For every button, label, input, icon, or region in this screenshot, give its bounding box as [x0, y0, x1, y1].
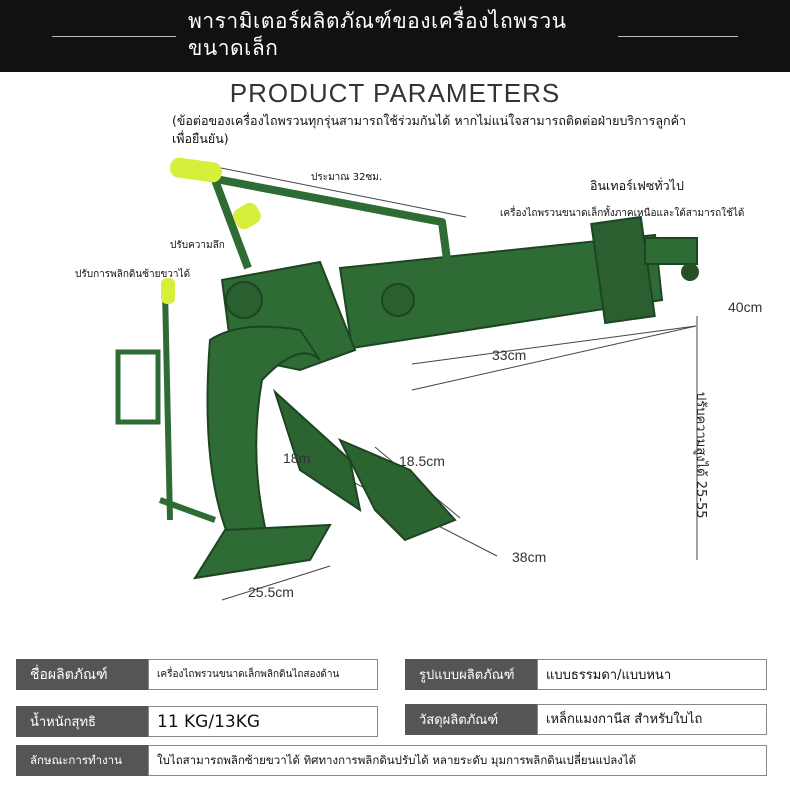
spec-value-weight: 11 KG/13KG — [148, 706, 378, 737]
height-adjust-label: ปรับความสูงได้ 25-55 — [693, 392, 708, 519]
measurement-25-5cm: 25.5cm — [248, 584, 294, 600]
compatibility-note: (ข้อต่อของเครื่องไถพรวนทุกรุ่นสามารถใช้ร่วมกันได้ หากไม่แน่ใจสามารถติดต่อฝ่ายบริการลูกค้าเพื่อยืนยัน) — [172, 113, 687, 146]
spec-value-material: เหล็กแมงกานีส สำหรับใบไถ — [537, 704, 767, 735]
section-title: PRODUCT PARAMETERS — [229, 78, 561, 108]
approx-length-label: ประมาณ 32ซม. — [311, 172, 383, 183]
measurement-40cm: 40cm — [728, 299, 763, 315]
measurement-38cm: 38cm — [512, 549, 547, 565]
spec-value-product-name: เครื่องไถพรวนขนาดเล็กพลิกดินไถสองด้าน — [148, 659, 378, 690]
flip-adjust-label: ปรับการพลิกดินซ้ายขวาได้ — [75, 269, 191, 280]
spec-value-model: แบบธรรมดา/แบบหนา — [537, 659, 767, 690]
handle-grip — [169, 156, 223, 183]
spec-label-material: วัสดุผลิตภัณฑ์ — [405, 704, 537, 735]
spec-label-function: ลักษณะการทำงาน — [16, 745, 148, 776]
spec-label-model: รูปแบบผลิตภัณฑ์ — [405, 659, 537, 690]
universal-interface-label: อินเทอร์เฟซทั่วไป — [590, 178, 684, 193]
depth-adjust-label: ปรับความลึก — [170, 240, 225, 251]
spec-label-weight: น้ำหนักสุทธิ — [16, 706, 148, 737]
measurement-18m: 18m — [283, 450, 311, 466]
spec-value-function: ใบไถสามารถพลิกซ้ายขวาได้ ทิศทางการพลิกดินปรับได้ หลายระดับ มุมการพลิกดินเปลี่ยนแปลงได้ — [148, 745, 767, 776]
measurement-18-5cm: 18.5cm — [399, 453, 445, 469]
interface-desc-label: เครื่องไถพรวนขนาดเล็กทั้งภาคเหนือและใต้สามารถใช้ได้ — [500, 208, 745, 219]
plow-frame — [118, 176, 699, 578]
measurement-33cm: 33cm — [492, 347, 527, 363]
banner-title: พารามิเตอร์ผลิตภัณฑ์ของเครื่องไถพรวน ขนาดเล็ก — [188, 9, 567, 60]
spec-label-product-name: ชื่อผลิตภัณฑ์ — [16, 659, 148, 690]
